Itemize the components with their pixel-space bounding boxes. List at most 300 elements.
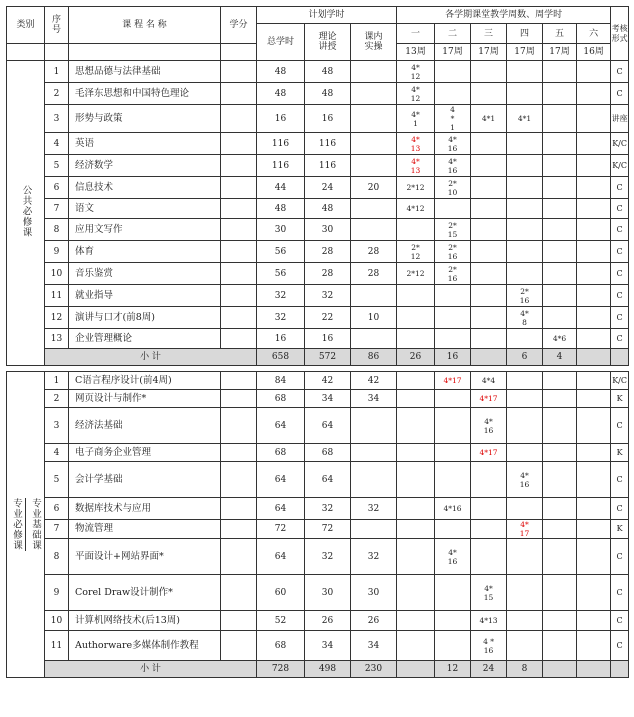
- row-number: 10: [45, 263, 69, 285]
- row-number: 2: [45, 83, 69, 105]
- semester-2-cell: [435, 631, 471, 661]
- credits-cell: [221, 408, 257, 444]
- subtotal-semester-1: 26: [397, 349, 435, 366]
- theory-hours: 22: [305, 307, 351, 329]
- semester-1-cell: [397, 329, 435, 349]
- public-category-label: [7, 61, 45, 366]
- subtotal-semester-4: 8: [507, 661, 543, 678]
- row-number: 6: [45, 498, 69, 520]
- semester-1-cell: [397, 631, 435, 661]
- header-category: 类别: [7, 7, 45, 44]
- table-row: [7, 263, 629, 285]
- semester-2-cell: [435, 611, 471, 631]
- exam-type: C: [611, 177, 629, 199]
- theory-hours: 48: [305, 61, 351, 83]
- semester-2: 二: [435, 24, 471, 44]
- practice-hours: 28: [351, 263, 397, 285]
- weeks-4: 17周: [507, 44, 543, 61]
- semester-1-cell: [397, 462, 435, 498]
- semester-3-cell: 4*4: [471, 372, 507, 390]
- semester-1-cell: 2* 12: [397, 241, 435, 263]
- practice-hours: [351, 285, 397, 307]
- theory-hours: 28: [305, 241, 351, 263]
- table-row: [7, 408, 629, 444]
- semester-4-cell: [507, 611, 543, 631]
- row-number: 9: [45, 575, 69, 611]
- table-row: [7, 462, 629, 498]
- subtotal-theory: 572: [305, 349, 351, 366]
- total-hours: 48: [257, 61, 305, 83]
- total-hours: 68: [257, 631, 305, 661]
- credits-cell: [221, 329, 257, 349]
- exam-type: C: [611, 329, 629, 349]
- semester-5-cell: [543, 219, 577, 241]
- practice-hours: [351, 83, 397, 105]
- row-number: 2: [45, 390, 69, 408]
- course-name: 演讲与口才(前8周): [69, 307, 221, 329]
- exam-type: C: [611, 307, 629, 329]
- semester-5-cell: [543, 372, 577, 390]
- semester-5-cell: [543, 285, 577, 307]
- practice-hours: [351, 105, 397, 133]
- semester-4-cell: [507, 372, 543, 390]
- theory-hours: 72: [305, 520, 351, 539]
- total-hours: 32: [257, 285, 305, 307]
- subtotal-label: 小 计: [45, 349, 257, 366]
- semester-6-cell: [577, 462, 611, 498]
- semester-6-cell: [577, 539, 611, 575]
- table-row: [7, 498, 629, 520]
- semester-6-cell: [577, 444, 611, 462]
- semester-5-cell: [543, 408, 577, 444]
- semester-2-cell: 4*17: [435, 372, 471, 390]
- row-number: 3: [45, 408, 69, 444]
- semester-3-cell: [471, 498, 507, 520]
- practice-hours: [351, 219, 397, 241]
- semester-1-cell: [397, 408, 435, 444]
- theory-hours: 34: [305, 390, 351, 408]
- weeks-1: 13周: [397, 44, 435, 61]
- semester-3-cell: 4*1: [471, 105, 507, 133]
- semester-1: 一: [397, 24, 435, 44]
- row-number: 3: [45, 105, 69, 133]
- header-course: 课 程 名 称: [69, 7, 221, 44]
- total-hours: 56: [257, 263, 305, 285]
- table-row: [7, 219, 629, 241]
- total-hours: 116: [257, 155, 305, 177]
- semester-1-cell: [397, 219, 435, 241]
- course-name: 企业管理概论: [69, 329, 221, 349]
- practice-hours: [351, 199, 397, 219]
- row-number: 5: [45, 462, 69, 498]
- weeks-6: 16周: [577, 44, 611, 61]
- credits-cell: [221, 462, 257, 498]
- subtotal-practice: 86: [351, 349, 397, 366]
- theory-hours: 30: [305, 575, 351, 611]
- semester-5-cell: 4*6: [543, 329, 577, 349]
- semester-4-cell: [507, 575, 543, 611]
- semester-1-cell: [397, 539, 435, 575]
- table-row: [7, 83, 629, 105]
- credits-cell: [221, 241, 257, 263]
- semester-2-cell: 2* 16: [435, 241, 471, 263]
- table-row: [7, 307, 629, 329]
- semester-4-cell: [507, 241, 543, 263]
- theory-hours: 42: [305, 372, 351, 390]
- total-hours: 44: [257, 177, 305, 199]
- subtotal-semester-5: [543, 661, 577, 678]
- course-name: 思想品德与法律基础: [69, 61, 221, 83]
- practice-hours: [351, 155, 397, 177]
- semester-5-cell: [543, 444, 577, 462]
- table-row: [7, 631, 629, 661]
- total-hours: 116: [257, 133, 305, 155]
- exam-type: C: [611, 199, 629, 219]
- semester-6-cell: [577, 285, 611, 307]
- semester-4-cell: [507, 444, 543, 462]
- semester-6-cell: [577, 329, 611, 349]
- semester-3-cell: [471, 133, 507, 155]
- subtotal-theory: 498: [305, 661, 351, 678]
- table-row: [7, 329, 629, 349]
- semester-4-cell: [507, 133, 543, 155]
- total-hours: 64: [257, 498, 305, 520]
- semester-2-cell: [435, 83, 471, 105]
- header-practice: 课内 实操: [351, 24, 397, 61]
- major-category-label: [7, 372, 45, 678]
- table-row: [7, 285, 629, 307]
- semester-4-cell: [507, 539, 543, 575]
- semester-6-cell: [577, 611, 611, 631]
- semester-6-cell: [577, 177, 611, 199]
- semester-6-cell: [577, 83, 611, 105]
- theory-hours: 16: [305, 105, 351, 133]
- total-hours: 72: [257, 520, 305, 539]
- semester-3-cell: [471, 520, 507, 539]
- semester-3-cell: [471, 462, 507, 498]
- semester-3-cell: [471, 219, 507, 241]
- practice-hours: 10: [351, 307, 397, 329]
- total-hours: 84: [257, 372, 305, 390]
- exam-type: K/C: [611, 372, 629, 390]
- total-hours: 60: [257, 575, 305, 611]
- semester-5-cell: [543, 498, 577, 520]
- table-row: [7, 61, 629, 83]
- total-hours: 30: [257, 219, 305, 241]
- exam-type: C: [611, 539, 629, 575]
- credits-cell: [221, 155, 257, 177]
- credits-cell: [221, 372, 257, 390]
- credits-cell: [221, 631, 257, 661]
- semester-3-cell: 4*17: [471, 390, 507, 408]
- subtotal-semester-6: [577, 661, 611, 678]
- semester-1-cell: [397, 444, 435, 462]
- semester-2-cell: [435, 520, 471, 539]
- credits-cell: [221, 133, 257, 155]
- semester-6-cell: [577, 105, 611, 133]
- course-name: 体育: [69, 241, 221, 263]
- semester-3-cell: [471, 241, 507, 263]
- practice-hours: 26: [351, 611, 397, 631]
- header-semester-group: 各学期课堂教学周数、周学时: [397, 7, 611, 24]
- total-hours: 64: [257, 462, 305, 498]
- semester-5-cell: [543, 307, 577, 329]
- exam-type: C: [611, 462, 629, 498]
- semester-3-cell: [471, 329, 507, 349]
- total-hours: 64: [257, 408, 305, 444]
- course-name: 语文: [69, 199, 221, 219]
- semester-5-cell: [543, 133, 577, 155]
- semester-4-cell: 4* 17: [507, 520, 543, 539]
- course-name: 经济法基础: [69, 408, 221, 444]
- semester-2-cell: 2* 16: [435, 263, 471, 285]
- subtotal-semester-3: [471, 349, 507, 366]
- semester-5-cell: [543, 520, 577, 539]
- exam-type: C: [611, 241, 629, 263]
- exam-type: K: [611, 444, 629, 462]
- total-hours: 68: [257, 390, 305, 408]
- semester-6-cell: [577, 408, 611, 444]
- semester-6-cell: [577, 199, 611, 219]
- subtotal-exam: [611, 661, 629, 678]
- subtotal-semester-2: 16: [435, 349, 471, 366]
- weeks-2: 17周: [435, 44, 471, 61]
- weeks-3: 17周: [471, 44, 507, 61]
- row-number: 10: [45, 611, 69, 631]
- semester-2-cell: [435, 390, 471, 408]
- row-number: 11: [45, 631, 69, 661]
- semester-2-cell: [435, 61, 471, 83]
- subtotal-semester-1: [397, 661, 435, 678]
- credits-cell: [221, 83, 257, 105]
- table-row: [7, 177, 629, 199]
- course-name: 应用文写作: [69, 219, 221, 241]
- subtotal-practice: 230: [351, 661, 397, 678]
- credits-cell: [221, 177, 257, 199]
- semester-4-cell: [507, 61, 543, 83]
- subtotal-row: [7, 349, 629, 366]
- practice-hours: 34: [351, 390, 397, 408]
- subtotal-row: [7, 661, 629, 678]
- semester-5-cell: [543, 177, 577, 199]
- semester-5-cell: [543, 390, 577, 408]
- course-name: 音乐鉴赏: [69, 263, 221, 285]
- semester-5-cell: [543, 105, 577, 133]
- credits-cell: [221, 219, 257, 241]
- semester-4-cell: [507, 199, 543, 219]
- major-subcategory-text: 专业基础课: [30, 498, 41, 551]
- table-row: [7, 105, 629, 133]
- total-hours: 16: [257, 329, 305, 349]
- subtotal-total: 728: [257, 661, 305, 678]
- theory-hours: 32: [305, 539, 351, 575]
- exam-type: 讲座: [611, 105, 629, 133]
- theory-hours: 32: [305, 498, 351, 520]
- exam-type: C: [611, 61, 629, 83]
- table-row: [7, 372, 629, 390]
- semester-4-cell: [507, 498, 543, 520]
- semester-1-cell: [397, 372, 435, 390]
- theory-hours: 64: [305, 408, 351, 444]
- semester-6-cell: [577, 520, 611, 539]
- semester-2-cell: 4 * 1: [435, 105, 471, 133]
- practice-hours: 20: [351, 177, 397, 199]
- semester-2-cell: [435, 575, 471, 611]
- semester-3-cell: [471, 263, 507, 285]
- practice-hours: 28: [351, 241, 397, 263]
- practice-hours: [351, 444, 397, 462]
- row-number: 4: [45, 133, 69, 155]
- table-row: [7, 520, 629, 539]
- semester-1-cell: [397, 498, 435, 520]
- semester-3-cell: 4*17: [471, 444, 507, 462]
- total-hours: 16: [257, 105, 305, 133]
- table-row: [7, 575, 629, 611]
- semester-3-cell: [471, 285, 507, 307]
- row-number: 5: [45, 155, 69, 177]
- semester-5-cell: [543, 83, 577, 105]
- table-row: [7, 241, 629, 263]
- row-number: 1: [45, 372, 69, 390]
- course-name: 英语: [69, 133, 221, 155]
- semester-1-cell: [397, 285, 435, 307]
- semester-3: 三: [471, 24, 507, 44]
- credits-cell: [221, 520, 257, 539]
- semester-6-cell: [577, 498, 611, 520]
- practice-hours: [351, 329, 397, 349]
- credits-cell: [221, 307, 257, 329]
- header-exam: 考核 形式: [611, 7, 629, 61]
- semester-6-cell: [577, 372, 611, 390]
- semester-6-cell: [577, 575, 611, 611]
- header-blank: [45, 44, 69, 61]
- course-name: 平面设计+网站界面*: [69, 539, 221, 575]
- semester-5-cell: [543, 631, 577, 661]
- practice-hours: 32: [351, 539, 397, 575]
- semester-6-cell: [577, 133, 611, 155]
- credits-cell: [221, 263, 257, 285]
- table-row: [7, 155, 629, 177]
- course-name: 数据库技术与应用: [69, 498, 221, 520]
- exam-type: C: [611, 83, 629, 105]
- semester-5-cell: [543, 199, 577, 219]
- practice-hours: 30: [351, 575, 397, 611]
- public-category-text: 公共必修课: [20, 185, 32, 238]
- total-hours: 64: [257, 539, 305, 575]
- semester-1-cell: 2*12: [397, 263, 435, 285]
- subtotal-semester-5: 4: [543, 349, 577, 366]
- row-number: 13: [45, 329, 69, 349]
- course-name: 形势与政策: [69, 105, 221, 133]
- header-theory: 理论 讲授: [305, 24, 351, 61]
- header-blank: [221, 44, 257, 61]
- total-hours: 32: [257, 307, 305, 329]
- semester-3-cell: [471, 539, 507, 575]
- subtotal-semester-6: [577, 349, 611, 366]
- subtotal-label: 小 计: [45, 661, 257, 678]
- semester-5-cell: [543, 155, 577, 177]
- semester-6-cell: [577, 390, 611, 408]
- header-planned-hours: 计划学时: [257, 7, 397, 24]
- semester-5-cell: [543, 241, 577, 263]
- semester-4-cell: [507, 155, 543, 177]
- semester-2-cell: 2* 15: [435, 219, 471, 241]
- total-hours: 48: [257, 199, 305, 219]
- semester-2-cell: [435, 462, 471, 498]
- credits-cell: [221, 611, 257, 631]
- semester-5-cell: [543, 462, 577, 498]
- practice-hours: [351, 520, 397, 539]
- row-number: 12: [45, 307, 69, 329]
- semester-1-cell: [397, 611, 435, 631]
- theory-hours: 116: [305, 133, 351, 155]
- row-number: 7: [45, 520, 69, 539]
- practice-hours: [351, 462, 397, 498]
- semester-2-cell: [435, 307, 471, 329]
- course-name: 毛泽东思想和中国特色理论: [69, 83, 221, 105]
- semester-3-cell: [471, 177, 507, 199]
- semester-6-cell: [577, 263, 611, 285]
- subtotal-semester-2: 12: [435, 661, 471, 678]
- semester-4-cell: 2* 16: [507, 285, 543, 307]
- semester-5-cell: [543, 263, 577, 285]
- semester-3-cell: [471, 61, 507, 83]
- credits-cell: [221, 444, 257, 462]
- semester-6: 六: [577, 24, 611, 44]
- subtotal-semester-4: 6: [507, 349, 543, 366]
- row-number: 11: [45, 285, 69, 307]
- course-name: 计算机网络技术(后13周): [69, 611, 221, 631]
- theory-hours: 32: [305, 285, 351, 307]
- credits-cell: [221, 285, 257, 307]
- practice-hours: [351, 133, 397, 155]
- exam-type: C: [611, 285, 629, 307]
- semester-1-cell: 4* 12: [397, 61, 435, 83]
- semester-4-cell: [507, 390, 543, 408]
- practice-hours: [351, 61, 397, 83]
- practice-hours: [351, 408, 397, 444]
- subtotal-total: 658: [257, 349, 305, 366]
- semester-6-cell: [577, 155, 611, 177]
- theory-hours: 24: [305, 177, 351, 199]
- header-blank: [69, 44, 221, 61]
- semester-1-cell: 4* 1: [397, 105, 435, 133]
- credits-cell: [221, 105, 257, 133]
- table-row: [7, 611, 629, 631]
- semester-4-cell: 4* 16: [507, 462, 543, 498]
- theory-hours: 30: [305, 219, 351, 241]
- row-number: 9: [45, 241, 69, 263]
- credits-cell: [221, 199, 257, 219]
- semester-3-cell: 4* 15: [471, 575, 507, 611]
- header-seq: 序 号: [45, 7, 69, 44]
- credits-cell: [221, 498, 257, 520]
- semester-2-cell: [435, 329, 471, 349]
- exam-type: K: [611, 520, 629, 539]
- exam-type: C: [611, 408, 629, 444]
- course-name: 网页设计与制作*: [69, 390, 221, 408]
- semester-2-cell: [435, 408, 471, 444]
- theory-hours: 48: [305, 199, 351, 219]
- semester-5-cell: [543, 611, 577, 631]
- semester-3-cell: 4 * 16: [471, 631, 507, 661]
- semester-3-cell: [471, 83, 507, 105]
- course-name: C语言程序设计(前4周): [69, 372, 221, 390]
- semester-4-cell: [507, 219, 543, 241]
- semester-5-cell: [543, 61, 577, 83]
- semester-4-cell: [507, 631, 543, 661]
- credits-cell: [221, 61, 257, 83]
